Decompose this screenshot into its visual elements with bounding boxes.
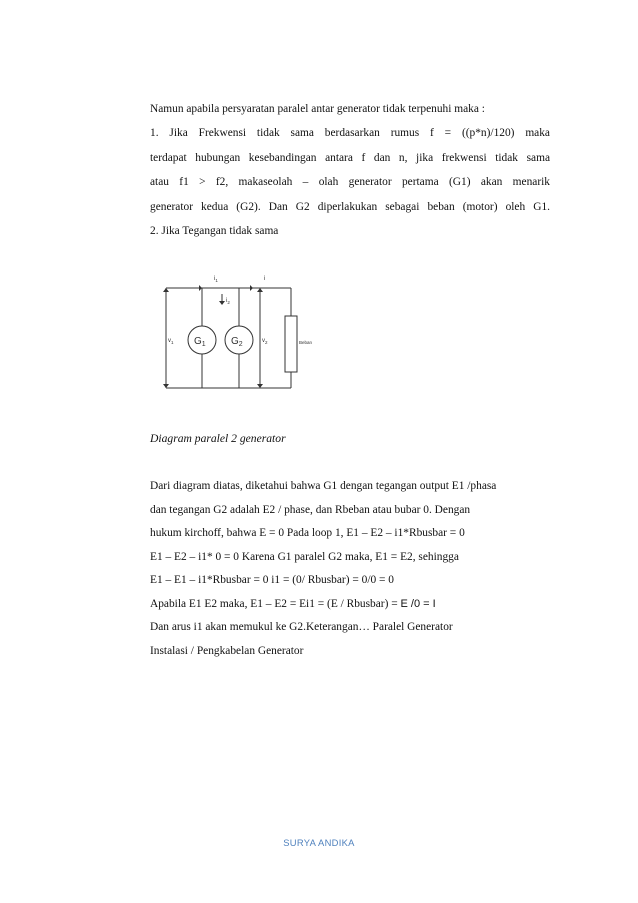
paragraph-explanation — [150, 478, 550, 666]
generator-g2 — [225, 326, 253, 354]
text-line: Dari diagram diatas, diketahui bahwa G1 dengan tegangan output E1 /phasa — [150, 480, 497, 492]
text-line: 2. Jika Tegangan tidak sama — [150, 224, 279, 237]
text-line: hukum kirchoff, bahwa E = 0 Pada loop 1, E1 – E2 – i1*Rbusbar = 0 — [150, 527, 465, 539]
text-line — [150, 596, 550, 620]
generator-g1 — [188, 326, 216, 354]
label-i: i — [264, 276, 266, 282]
text-line: terdapat hubungan kesebandingan antara f dan n, jika frekwensi tidak sama — [150, 151, 550, 164]
text-line: Namun apabila persyaratan paralel antar generator tidak terpenuhi maka : — [150, 103, 485, 115]
label-g1: $G_1$ — [194, 336, 206, 348]
label-v2: $v_2$ — [262, 338, 268, 345]
parallel-generator-diagram — [150, 268, 316, 398]
text-line: Dan arus i1 akan memukul ke G2.Keterangan… Paralel Generator — [150, 621, 453, 633]
label-beban: Beban — [299, 340, 313, 345]
label-v1: $v_1$ — [168, 338, 174, 345]
label-g2: $G_2$ — [231, 336, 243, 348]
diagram-caption: Diagram paralel 2 generator — [150, 432, 286, 445]
text-line: Instalasi / Pengkabelan Generator — [150, 644, 304, 657]
page-footer: SURYA ANDIKA — [283, 837, 355, 848]
text-line: E1 – E1 – i1*Rbusbar = 0 i1 = (0/ Rbusbar) = 0/0 = 0 — [150, 574, 394, 586]
text-line: dan tegangan G2 adalah E2 / phase, dan Rbeban atau bubar 0. Dengan — [150, 503, 471, 516]
text-line: generator kedua (G2). Dan G2 diperlakukan sebagai beban (motor) oleh G1. — [150, 200, 550, 213]
text-line: E1 – E2 – i1* 0 = 0 Karena G1 paralel G2 maka, E1 = E2, sehingga — [150, 550, 459, 563]
load-resistor — [285, 316, 297, 372]
paragraph-requirements — [150, 101, 550, 247]
text-line: atau f1 > f2, makaseolah – olah generator pertama (G1) akan menarik — [150, 176, 550, 189]
formula-fragment: E /0 = I — [400, 597, 436, 610]
label-i2: $i_2$ — [226, 298, 230, 305]
text-fragment: Apabila E1 E2 maka, E1 – E2 = Ei1 = (E / Rbusbar) = — [150, 597, 398, 610]
label-i1: $i_1$ — [214, 276, 218, 283]
text-line: 1. Jika Frekwensi tidak sama berdasarkan rumus f = ((p*n)/120) maka — [150, 127, 550, 140]
